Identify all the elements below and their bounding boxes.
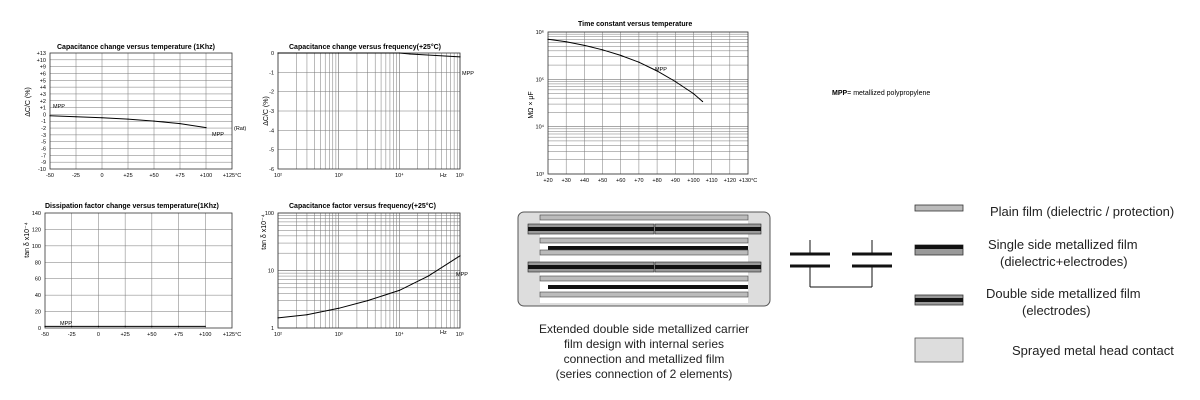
- data-point: [338, 52, 339, 53]
- y-tick-label: -5: [269, 147, 274, 154]
- mpp-note: [832, 90, 930, 97]
- data-point: [205, 127, 206, 128]
- y-tick-label: +6: [39, 71, 46, 78]
- y-axis-label: tan δ x10⁻⁴: [261, 214, 268, 250]
- y-tick-label: 10⁴: [535, 124, 544, 131]
- data-point: [638, 62, 639, 63]
- data-point: [409, 53, 410, 54]
- chart-cap-freq: [263, 43, 474, 179]
- x-tick-label: +100: [199, 332, 212, 338]
- data-point: [367, 300, 368, 301]
- legend: [915, 204, 1174, 362]
- x-tick-label: +100: [687, 178, 700, 184]
- series-line-mpp: [278, 256, 460, 318]
- x-unit: Hz: [440, 330, 447, 336]
- y-axis-label: ΔC/C (%): [25, 87, 32, 117]
- x-tick-label: +20: [543, 178, 553, 184]
- y-tick-label: 20: [34, 309, 41, 316]
- legend-label: Double side metallized film: [986, 286, 1141, 301]
- data-point: [179, 123, 180, 124]
- data-point: [702, 101, 703, 102]
- y-tick-label: +13: [36, 51, 46, 57]
- data-point: [178, 326, 179, 327]
- x-tick-label: +25: [123, 173, 133, 179]
- series-capacitor-symbol: [790, 240, 892, 287]
- x-tick-label: +25: [120, 332, 130, 338]
- legend-sublabel: (dielectric+electrodes): [1000, 254, 1128, 269]
- y-tick-label: 0: [42, 112, 46, 119]
- series-label: MPP: [655, 67, 667, 73]
- data-point: [101, 117, 102, 118]
- y-tick-label: +9: [39, 64, 46, 71]
- x-tick-label: -50: [41, 332, 49, 338]
- single-film-electrode: [548, 246, 748, 250]
- x-tick-label: +125°C: [222, 173, 242, 179]
- y-tick-label: 10: [267, 268, 274, 275]
- chart-title: Capacitance change versus temperature (1Khz): [57, 44, 215, 51]
- x-tick-label: +80: [652, 178, 662, 184]
- x-tick-label: +100: [199, 173, 213, 179]
- data-point: [277, 52, 278, 53]
- x-tick-label: 10⁴: [395, 173, 404, 179]
- y-axis-label: MΩ × μF: [528, 91, 535, 119]
- data-point: [428, 275, 429, 276]
- chart-time-constant: [528, 21, 757, 184]
- legend-label: Plain film (dielectric / protection): [990, 204, 1175, 219]
- data-point: [44, 326, 45, 327]
- plot-frame: [50, 53, 232, 169]
- plain-film-layer: [540, 238, 748, 243]
- x-tick-label: +70: [634, 178, 644, 184]
- data-point: [602, 49, 603, 50]
- y-tick-label: 10³: [536, 172, 544, 178]
- y-tick-label: -7: [41, 153, 46, 160]
- diagram-caption-line: (series connection of 2 elements): [555, 367, 733, 381]
- chart-title: Dissipation factor change versus temperature(1Khz): [45, 203, 219, 210]
- data-point: [675, 81, 676, 82]
- legend-swatch-sprayed-contact: [915, 338, 963, 362]
- legend-swatch-electrode: [915, 245, 963, 249]
- data-point: [693, 93, 694, 94]
- legend-swatch-plain-film: [915, 205, 963, 211]
- electrode: [655, 265, 761, 269]
- x-tick-label: +50: [149, 173, 159, 179]
- data-point: [399, 290, 400, 291]
- data-point: [127, 118, 128, 119]
- chart-cap-temp: [25, 44, 246, 179]
- y-tick-label: 10⁵: [535, 77, 544, 84]
- data-point: [620, 55, 621, 56]
- y-tick-label: +10: [36, 57, 46, 64]
- data-point: [153, 120, 154, 121]
- x-tick-label: 10³: [334, 173, 343, 179]
- y-tick-label: -2: [269, 89, 274, 96]
- mpp-note-abbr: MPP: [832, 90, 848, 97]
- y-tick-label: 40: [34, 293, 41, 300]
- y-tick-label: +3: [39, 91, 46, 98]
- diagram-caption-line: Extended double side metallized carrier: [538, 322, 750, 336]
- y-tick-label: -6: [269, 167, 274, 173]
- x-tick-label: +40: [579, 178, 590, 184]
- chart-title: Time constant versus temperature: [578, 21, 693, 28]
- data-point: [306, 314, 307, 315]
- x-tick-label: 10⁴: [395, 332, 404, 338]
- data-point: [205, 326, 206, 327]
- diagram-caption-line: film design with internal series: [563, 337, 725, 351]
- data-point: [125, 326, 126, 327]
- data-point: [459, 255, 460, 256]
- x-tick-label: +30: [561, 178, 571, 184]
- series-label: MPP: [53, 104, 65, 110]
- x-tick-label: +90: [670, 178, 680, 184]
- plain-film-layer: [540, 215, 748, 220]
- x-tick-label: -25: [72, 173, 80, 179]
- data-point: [566, 41, 567, 42]
- x-tick-label: +50: [147, 332, 157, 338]
- y-tick-label: -2: [41, 126, 46, 133]
- x-tick-label: 10³: [334, 332, 343, 338]
- data-point: [547, 39, 548, 40]
- data-point: [49, 115, 50, 116]
- x-tick-label: 10⁵: [455, 332, 465, 338]
- legend-swatch-electrode: [915, 298, 963, 302]
- y-tick-label: +4: [39, 85, 46, 92]
- legend-label: Single side metallized film: [988, 237, 1138, 252]
- y-axis-label: tan δ x10⁻⁴: [24, 222, 31, 258]
- x-tick-label: 0: [96, 332, 100, 338]
- y-tick-label: -4: [269, 128, 274, 135]
- data-point: [151, 326, 152, 327]
- y-tick-label: -1: [41, 119, 46, 126]
- legend-sublabel: (electrodes): [1022, 303, 1091, 318]
- y-tick-label: -3: [269, 109, 274, 115]
- y-tick-label: 140: [31, 211, 41, 217]
- series-label: MPP: [456, 272, 468, 278]
- x-tick-label: +75: [175, 173, 185, 179]
- y-tick-label: 60: [34, 276, 41, 283]
- y-tick-label: 1: [270, 326, 274, 332]
- electrode: [528, 227, 654, 231]
- chart-title: Capacitance change versus frequency(+25°C): [289, 44, 442, 51]
- x-tick-label: 10²: [274, 173, 282, 179]
- y-tick-label: -9: [41, 160, 46, 167]
- single-film-electrode: [548, 285, 748, 289]
- data-point: [277, 317, 278, 318]
- x-tick-label: +125°C: [222, 332, 242, 338]
- chart-title: Capacitance factor versus frequency(+25°C): [289, 203, 436, 210]
- x-tick-label: +130°C: [738, 178, 758, 184]
- x-tick-label: +75: [173, 332, 184, 338]
- x-tick-label: +60: [616, 178, 626, 184]
- plain-film-layer: [540, 292, 748, 297]
- x-unit: Hz: [440, 173, 447, 179]
- y-tick-label: 0: [270, 51, 274, 57]
- y-tick-label: -6: [41, 146, 46, 153]
- diagram-caption-line: connection and metallized film: [563, 352, 725, 366]
- y-tick-label: +1: [39, 105, 46, 112]
- x-tick-label: 10²: [274, 332, 282, 338]
- series-label: MPP: [462, 71, 474, 77]
- y-tick-label: 100: [31, 243, 41, 250]
- y-axis-label: ΔC/C (%): [263, 96, 270, 126]
- electrode: [655, 227, 761, 231]
- series-label: MPP: [212, 132, 224, 138]
- y-tick-label: +2: [39, 98, 46, 105]
- y-tick-label: 0: [37, 326, 41, 332]
- data-point: [75, 116, 76, 117]
- electrode: [528, 265, 654, 269]
- x-tick-label: +50: [597, 178, 608, 184]
- legend-label: Sprayed metal head contact: [1012, 343, 1174, 358]
- y-tick-label: -3: [41, 132, 46, 139]
- chart-df-temp: [24, 203, 241, 338]
- y-tick-label: -10: [38, 167, 46, 173]
- y-tick-label: -1: [269, 70, 274, 77]
- series-line-mpp: [278, 53, 460, 57]
- y-tick-label: 10⁶: [535, 30, 544, 36]
- x-tick-label: 10⁵: [455, 173, 465, 179]
- y-tick-label: 80: [34, 260, 41, 267]
- x-tick-label: -25: [67, 332, 76, 338]
- plot-frame: [45, 213, 232, 328]
- capacitor-cross-section: [518, 212, 770, 306]
- y-tick-label: -5: [41, 139, 46, 146]
- y-tick-label: 100: [264, 211, 274, 217]
- series-label: MPP: [60, 321, 72, 327]
- data-point: [338, 308, 339, 309]
- data-point: [399, 52, 400, 53]
- data-point: [584, 45, 585, 46]
- y-tick-label: 120: [31, 227, 41, 234]
- x-tick-label: +110: [705, 178, 718, 184]
- annotation-rat: (Rat): [234, 126, 247, 132]
- plain-film-layer: [540, 276, 748, 281]
- y-tick-label: +5: [39, 78, 46, 85]
- data-point: [98, 326, 99, 327]
- chart-cf-freq: [261, 202, 468, 338]
- series-line-mpp: [548, 39, 703, 101]
- plain-film-layer: [540, 250, 748, 255]
- mpp-note-text: = metallized polypropylene: [847, 90, 931, 97]
- data-point: [459, 56, 460, 57]
- x-tick-label: 0: [100, 173, 104, 179]
- x-tick-label: -50: [46, 173, 54, 179]
- plot-frame: [548, 32, 748, 174]
- x-tick-label: +120: [723, 178, 737, 184]
